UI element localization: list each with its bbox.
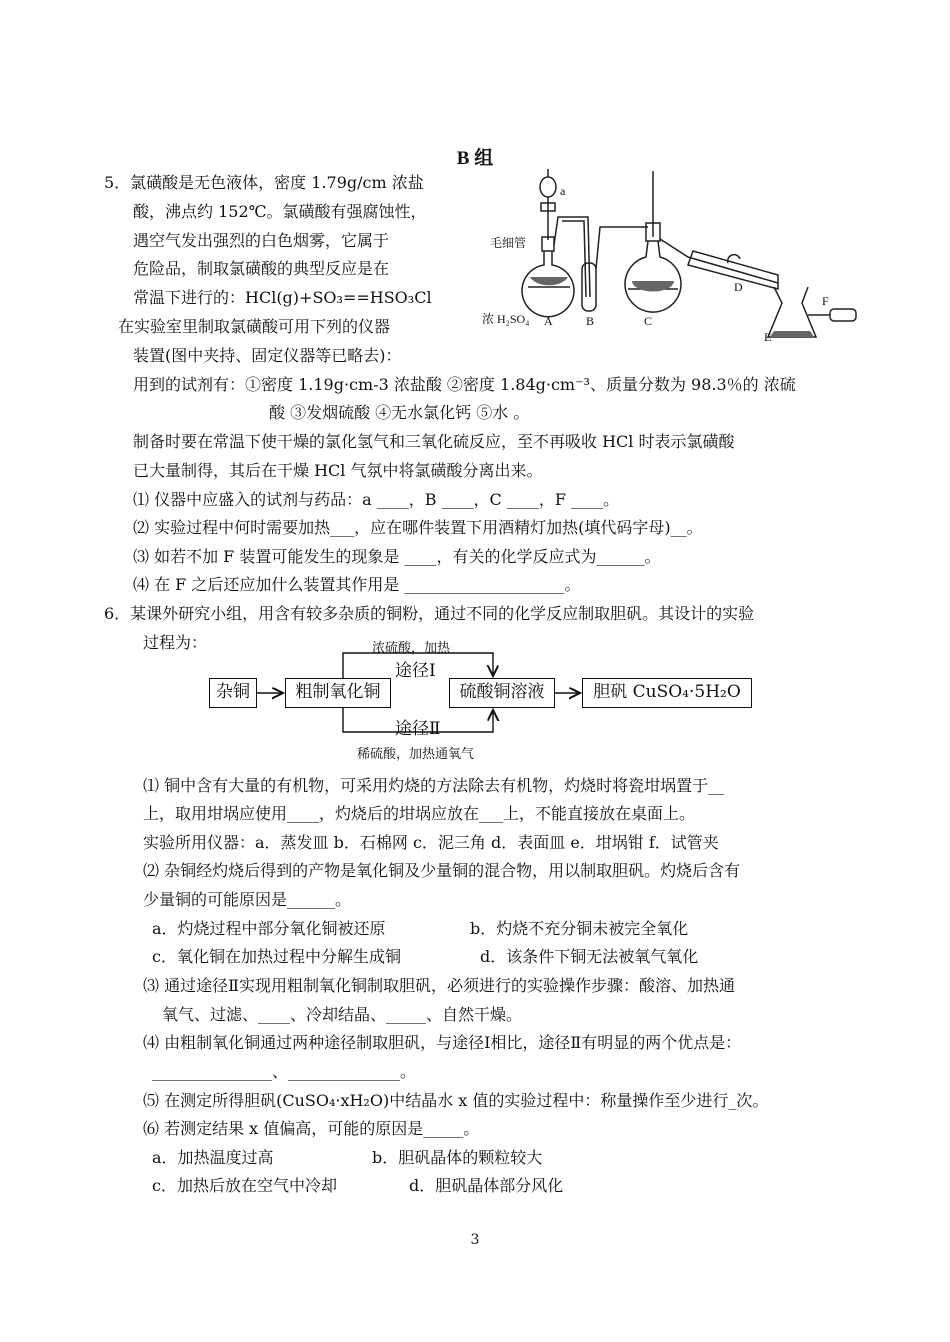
label-C: C xyxy=(644,314,653,328)
q6-s2-option-c: c．氧化铜在加热过程中分解生成铜 xyxy=(152,947,401,966)
label-D: D xyxy=(734,280,743,294)
q5-intro-line: 装置(图中夹持、固定仪器等已略去)： xyxy=(133,346,402,365)
label-a: a xyxy=(560,184,566,198)
q5-intro-line: 常温下进行的：HCl(g)+SO₃==HSO₃Cl xyxy=(133,288,432,307)
label-B: B xyxy=(586,314,595,328)
q5-reagents: 酸 ③发烟硫酸 ④无水氯化钙 ⑤水 。 xyxy=(269,403,530,422)
q6-s6: ⑹ 若测定结果 x 值偏高，可能的原因是_____。 xyxy=(143,1119,480,1138)
q6-s2-option-d: d．该条件下铜无法被氧气氧化 xyxy=(480,947,699,966)
box-crude-copper: 杂铜 xyxy=(209,678,257,708)
label-F: F xyxy=(822,294,829,308)
q6-s6-option-b: b．胆矾晶体的颗粒较大 xyxy=(372,1148,543,1167)
q5-intro-line: 酸，沸点约 152℃。氯磺酸有强腐蚀性， xyxy=(133,202,427,221)
apparatus-figure xyxy=(478,165,868,355)
q5-intro-line: 危险品，制取氯磺酸的典型反应是在 xyxy=(133,259,390,278)
q6-s2: ⑵ 杂铜经灼烧后得到的产物是氧化铜及少量铜的混合物，用以制取胆矾。灼烧后含有 xyxy=(143,861,741,880)
q5-prep: 制备时要在常温下使干燥的氯化氢气和三氧化硫反应，至不再吸收 HCl 时表示氯磺酸 xyxy=(133,432,735,451)
q6-intro: 6．某课外研究小组，用含有较多杂质的铜粉，通过不同的化学反应制取胆矾。其设计的实验 xyxy=(104,604,755,623)
q6-s1: 上，取用坩埚应使用____，灼烧后的坩埚应放在___上，不能直接放在桌面上。 xyxy=(143,804,696,823)
label-capillary: 毛细管 xyxy=(490,236,527,250)
q6-s5: ⑸ 在测定所得胆矾(CuSO₄·xH₂O)中结晶水 x 值的实验过程中：称量操作至少进行_次。 xyxy=(143,1091,769,1110)
q6-s2: 少量铜的可能原因是______。 xyxy=(143,890,352,909)
q6-s3: ⑶ 通过途径Ⅱ实现用粗制氧化铜制取胆矾，必须进行的实验操作步骤：酸溶、加热通 xyxy=(143,976,735,995)
section-title: B 组 xyxy=(456,148,494,169)
q6-s1-instruments: 实验所用仪器：a．蒸发皿 b．石棉网 c．泥三角 d．表面皿 e．坩埚钳 f．试管夹 xyxy=(143,833,719,852)
q6-intro: 过程为： xyxy=(143,633,208,652)
route1-label: 途径Ⅰ xyxy=(395,661,436,681)
q5-sub1: ⑴ 仪器中应盛入的试剂与药品：a ____，B ____，C ____，F ____。 xyxy=(133,490,620,509)
box-crude-copper-oxide: 粗制氧化铜 xyxy=(285,678,391,708)
q5-reagents: 用到的试剂有：①密度 1.19g·cm-3 浓盐酸 ②密度 1.84g·cm⁻³、质量分数为 98.3％的 浓硫 xyxy=(133,375,796,394)
q6-s2-option-a: a．灼烧过程中部分氧化铜被还原 xyxy=(152,919,386,938)
label-A: A xyxy=(544,314,553,328)
q5-prep: 已大量制得，其后在干燥 HCl 气氛中将氯磺酸分离出来。 xyxy=(133,461,543,480)
q5-sub4: ⑷ 在 F 之后还应加什么装置其作用是 ____________________。 xyxy=(133,575,581,594)
q5-sub2: ⑵ 实验过程中何时需要加热___，应在哪件装置下用酒精灯加热(填代码字母)__。 xyxy=(133,518,703,537)
q5-intro-line: 在实验室里制取氯磺酸可用下列的仪器 xyxy=(118,317,391,336)
q6-s6-option-d: d．胆矾晶体部分风化 xyxy=(409,1176,564,1195)
q6-s1: ⑴ 铜中含有大量的有机物，可采用灼烧的方法除去有机物，灼烧时将瓷坩埚置于__ xyxy=(143,776,725,795)
q6-s6-option-a: a．加热温度过高 xyxy=(152,1148,274,1167)
q6-s2-option-b: b．灼烧不充分铜未被完全氧化 xyxy=(470,919,689,938)
q5-intro-line: 遇空气发出强烈的白色烟雾，它属于 xyxy=(133,231,390,250)
q6-s4: ⑷ 由粗制氧化铜通过两种途径制取胆矾，与途径Ⅰ相比，途径Ⅱ有明显的两个优点是： xyxy=(143,1033,742,1052)
label-acid: 浓 H₂SO₄ xyxy=(482,312,530,326)
box-blue-vitriol: 胆矾 CuSO₄·5H₂O xyxy=(582,678,752,708)
route2-label: 途径Ⅱ xyxy=(395,719,441,739)
box-copper-sulfate-solution: 硫酸铜溶液 xyxy=(449,678,555,708)
route2-condition: 稀硫酸，加热通氧气 xyxy=(357,747,475,762)
page-number: 3 xyxy=(470,1232,480,1248)
flow-arrows xyxy=(200,640,600,750)
q6-s6-option-c: c．加热后放在空气中冷却 xyxy=(152,1176,337,1195)
q6-s4-blanks: _______________、______________。 xyxy=(152,1062,417,1081)
route1-condition: 浓硫酸，加热 xyxy=(372,641,451,656)
q5-sub3: ⑶ 如若不加 F 装置可能发生的现象是 ____，有关的化学反应式为______。 xyxy=(133,547,661,566)
label-E: E xyxy=(764,330,772,344)
q6-s3: 氧气、过滤、____、冷却结晶、_____、自然干燥。 xyxy=(162,1005,523,1024)
q5-intro-line: 5．氯磺酸是无色液体，密度 1.79g/cm 浓盐 xyxy=(104,173,424,192)
